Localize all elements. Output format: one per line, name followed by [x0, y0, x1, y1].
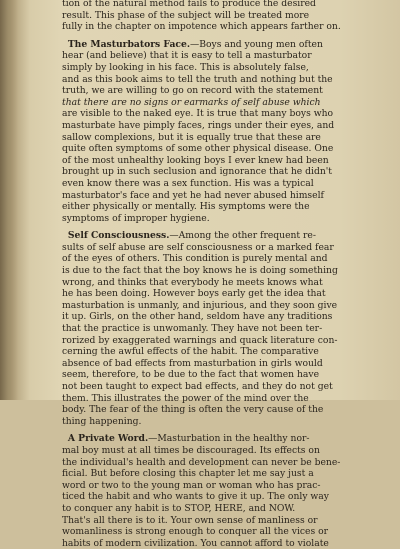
text-line: is due to the fact that the boy knows he is doing something: [62, 265, 338, 277]
text-line: are visible to the naked eye. It is true that many boys who: [62, 108, 334, 120]
paragraph-private-word: [62, 433, 372, 549]
text-line: result. This phase of the subject will be treated more: [62, 9, 310, 21]
text-line: quite often symptoms of some other physical disease. One: [62, 143, 334, 155]
text-line: habits of modern civilization. You cannot afford to violate: [62, 537, 329, 549]
text-line: that there are no signs or earmarks of self abuse which: [62, 96, 321, 108]
text-line: tion of the natural method fails to produce the desired: [62, 0, 316, 9]
text-line: womanliness is strong enough to conquer all the vices or: [62, 526, 329, 538]
text-line: word or two to the young man or woman who has prac-: [62, 479, 321, 491]
text-line: truth, we are willing to go on record with the statement: [62, 85, 323, 97]
text-line: symptoms of improper hygiene.: [62, 212, 210, 224]
text-line: and as this book aims to tell the truth and nothing but the: [62, 73, 333, 85]
text-line: of the most unhealthy looking boys I ever knew had been: [62, 154, 329, 166]
text-line: ficial. But before closing this chapter let me say just a: [62, 468, 314, 480]
text-line: hear (and believe) that it is easy to tell a masturbator: [62, 50, 312, 62]
text-line: wrong, and thinks that everybody he meets knows what: [62, 276, 323, 288]
text-line: seem, therefore, to be due to the fact that women have: [62, 369, 320, 381]
text-line: ticed the habit and who wants to give it up. The only way: [62, 491, 329, 503]
text-line: brought up in such seclusion and ignorance that he didn't: [62, 166, 332, 178]
section-heading: The Masturbators Face.: [67, 38, 191, 50]
section-heading: A Private Word.: [67, 433, 149, 445]
text-line: mal boy must at all times be discouraged. Its effects on: [62, 444, 320, 456]
text-line: masturbation is unmanly, and injurious, and they soon give: [62, 299, 338, 311]
text-line: rorized by exaggerated warnings and quack literature con-: [62, 334, 338, 346]
text-line: not been taught to expect bad effects, and they do not get: [62, 381, 333, 392]
text-line: sults of self abuse are self consciousness or a marked fear: [62, 241, 334, 253]
paragraph-masturbators-face: [62, 39, 372, 225]
text-line: [62, 230, 372, 242]
text-line: even know there was a sex function. His was a typical: [62, 177, 314, 189]
text-line: thing happening.: [62, 415, 142, 427]
text-line: the individual's health and development can never be bene-: [62, 456, 341, 468]
text-line: of the eyes of others. This condition is purely mental and: [62, 253, 328, 265]
paragraph-self-consciousness: [62, 230, 372, 427]
text-line: —Masturbation in the healthy nor-: [148, 433, 310, 445]
text-line: that the practice is unwomanly. They have not been ter-: [62, 323, 323, 335]
text-line: masturbator's face and yet he had never abused himself: [62, 189, 324, 201]
text-line: That's all there is to it. Your own sense of manliness or: [62, 514, 318, 526]
text-line: them. This illustrates the power of the mind over the: [62, 392, 309, 404]
section-heading: Self Consciousness.: [67, 230, 170, 242]
text-line: [62, 433, 372, 445]
page-text-block: [62, 0, 372, 549]
text-line: absence of bad effects from masturbation in girls would: [62, 357, 323, 369]
paragraph-intro: [62, 0, 372, 33]
text-line: sallow complexions, but it is equally true that these are: [62, 131, 321, 143]
text-line: fully in the chapter on impotence which appears farther on.: [62, 21, 341, 33]
text-line: he has been doing. However boys early get the idea that: [62, 288, 326, 300]
text-line: —Among the other frequent re-: [169, 230, 316, 242]
text-line: body. The fear of the thing is often the very cause of the: [62, 404, 324, 416]
text-line: to conquer any habit is to STOP, HERE, and NOW.: [62, 502, 296, 514]
text-line: cerning the awful effects of the habit. The comparative: [62, 346, 319, 358]
book-spine-shadow: [0, 0, 18, 400]
text-line: simply by looking in his face. This is absolutely false,: [62, 61, 309, 73]
text-line: either physically or mentally. His symptoms were the: [62, 201, 310, 213]
text-line: —Boys and young men often: [190, 38, 323, 50]
text-line: it up. Girls, on the other hand, seldom have any traditions: [62, 311, 333, 323]
text-line: [62, 39, 372, 51]
text-line: masturbate have pimply faces, rings under their eyes, and: [62, 119, 335, 131]
